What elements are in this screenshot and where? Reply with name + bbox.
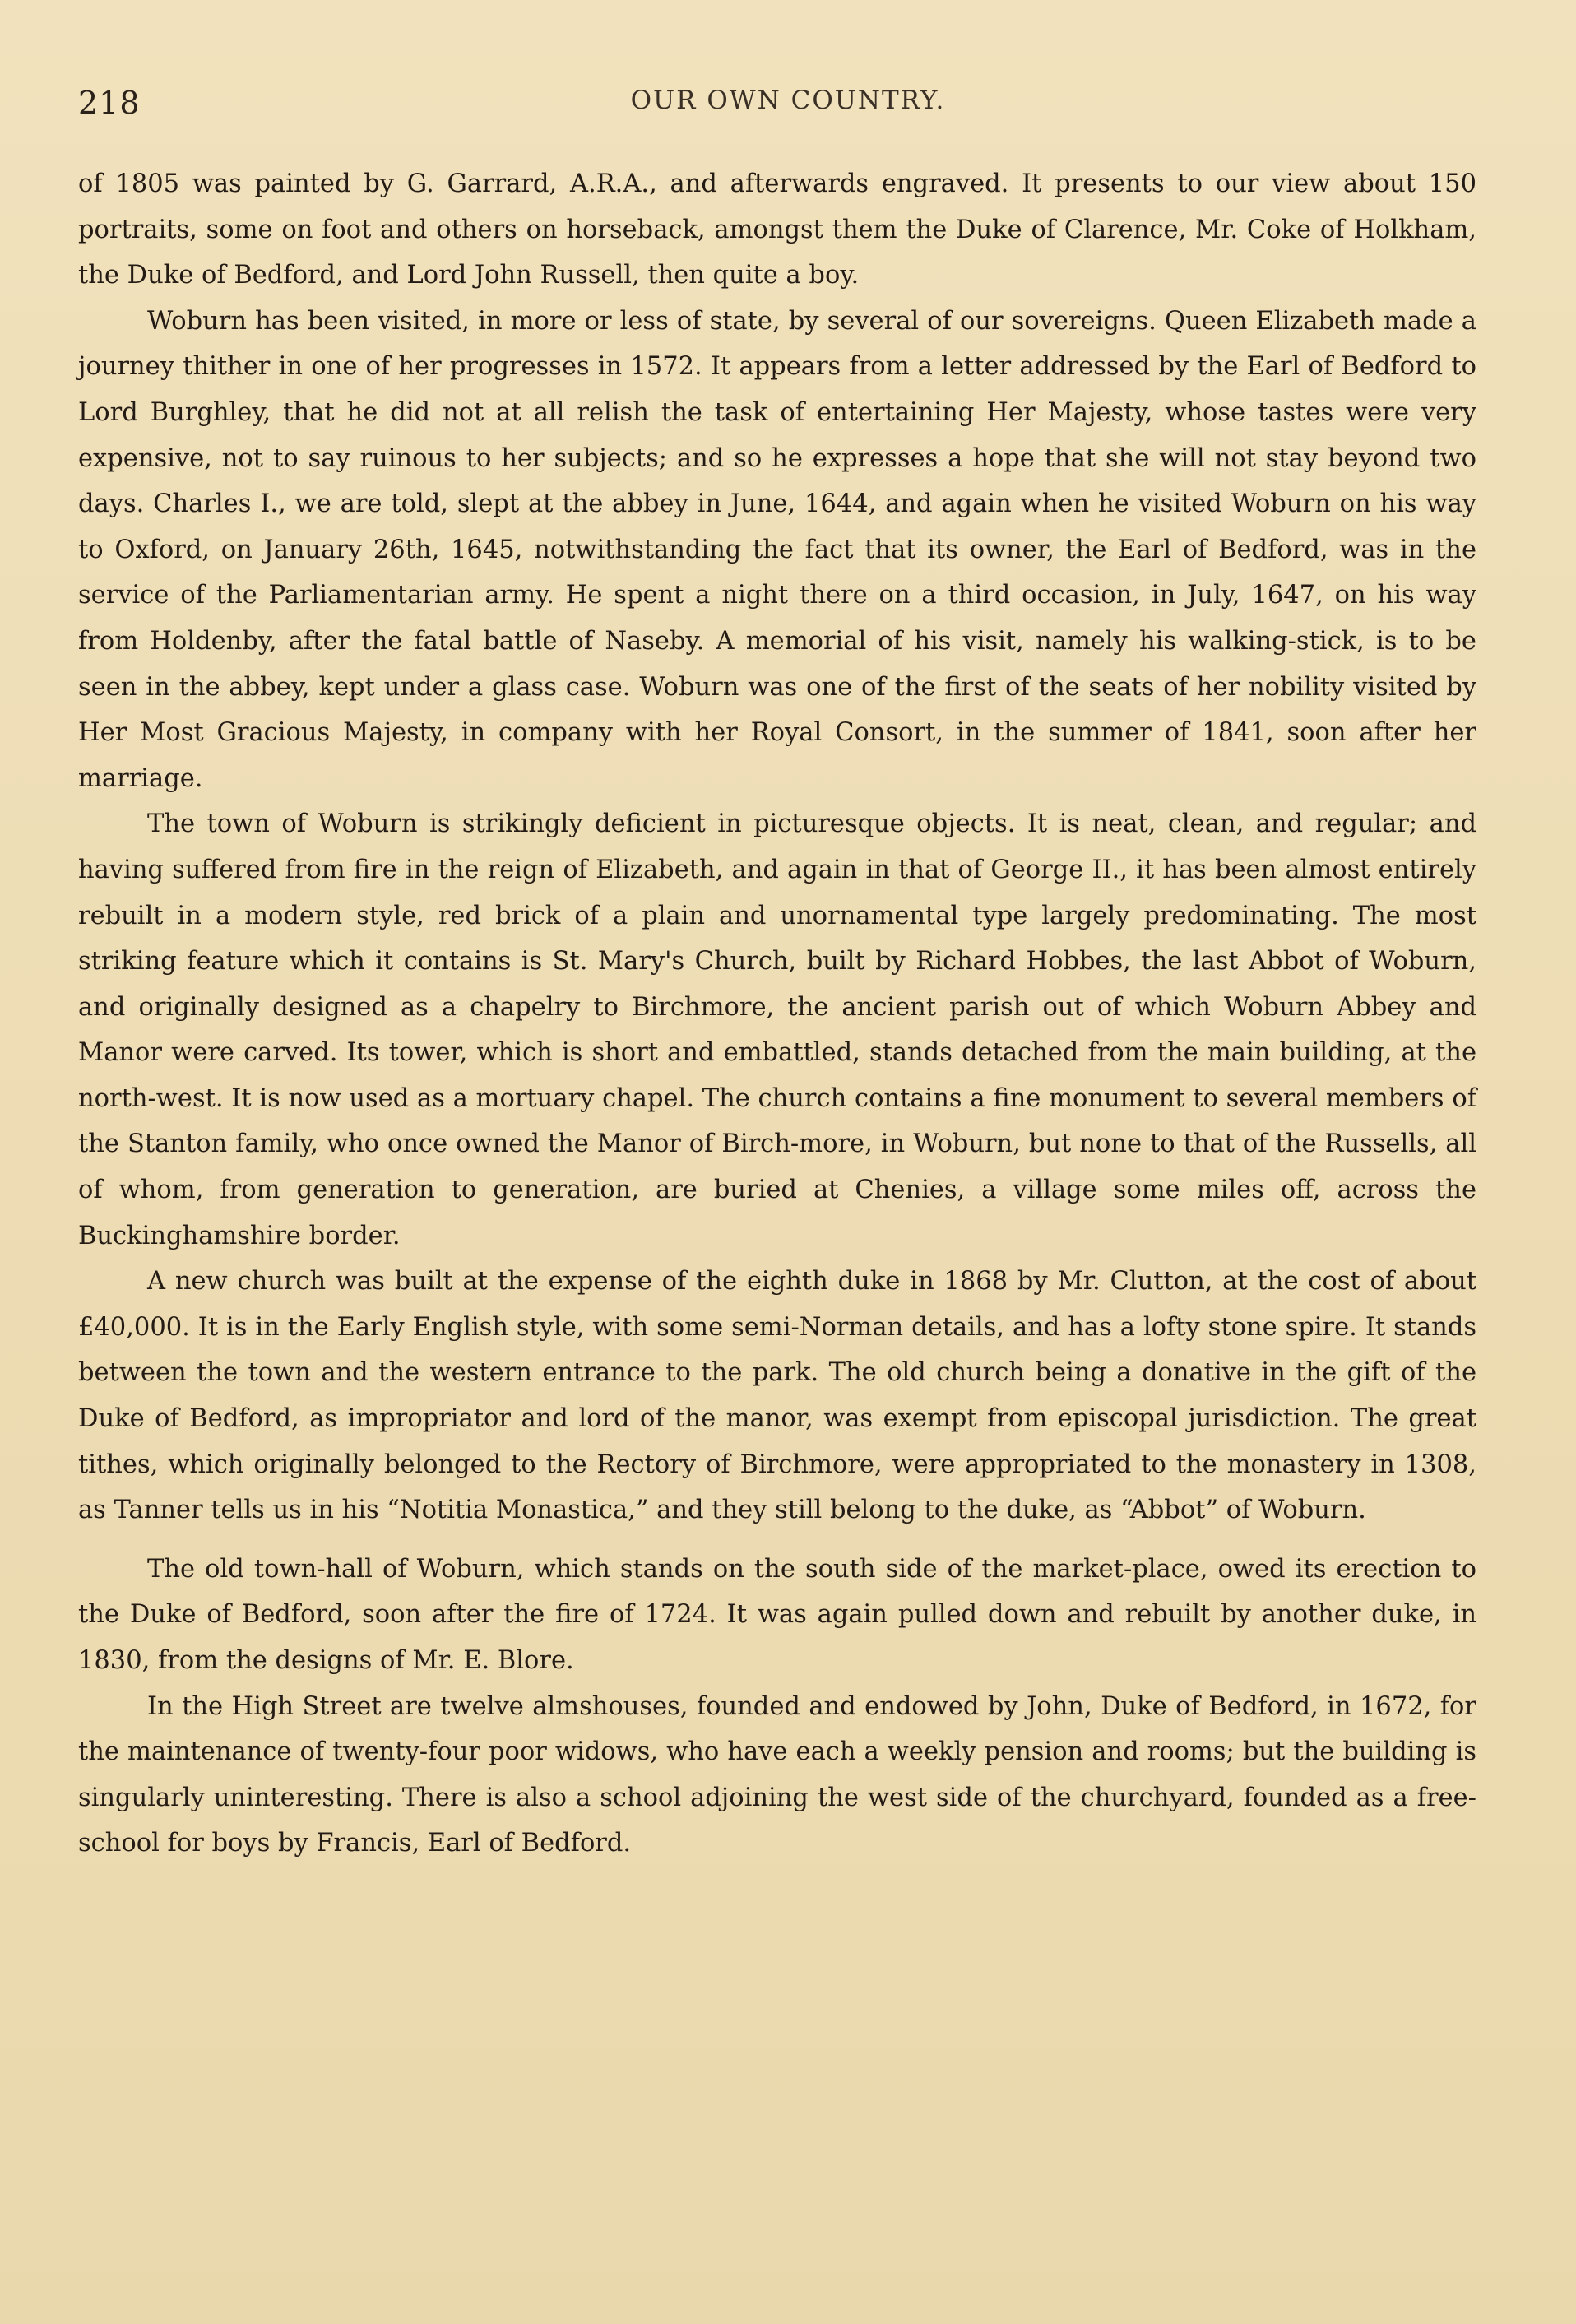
running-title: OUR OWN COUNTRY. [630,86,946,115]
paragraph-town-hall: The old town-hall of Woburn, which stands on the south side of the market-place, owed its erection to the Duke of Bedford, soon after the fire of 1724. It was again pulled down and rebuilt by another duke, in 1830, from the designs of Mr. E. Blore. [78,1554,1476,1675]
page-number: 218 [78,85,141,121]
paragraph-new-church: A new church was built at the expense of the eighth duke in 1868 by Mr. Clutton, at the cost of about £40,000. It is in the Early English style, with some semi-Norman details, and has a lofty stone spire. It stands between the town and the western entrance to the park. The old church being a donative in the gift of the Duke of Bedford, as impropriator and lord of the manor, was exempt from episcopal jurisdiction. The great tithes, which originally belonged to the Rectory of Birchmore, were appropriated to the monastery in 1308, as Tanner tells us in his “Notitia Monastica,” and they still belong to the duke, as “Abbot” of Woburn. [78,1267,1476,1525]
paragraph-almshouses: In the High Street are twelve almshouses, founded and endowed by John, Duke of Bedford, in 1672, for the maintenance of twenty-four poor widows, who have each a weekly pension and rooms; but the building is singularly uninteresting. There is also a school adjoining the west side of the churchyard, founded as a free-school for boys by Francis, Earl of Bedford. [78,1691,1476,1858]
paragraph-royal-visits: Woburn has been visited, in more or less of state, by several of our sovereigns. Queen Elizabeth made a journey thither in one of her progresses in 1572. It appears from a letter addressed by the Earl of Bedford to Lord Burghley, that he did not at all relish the task of entertaining Her Majesty, whose tastes were very expensive, not to say ruinous to her subjects; and so he expresses a hope that she will not stay beyond two days. Charles I., we are told, slept at the abbey in June, 1644, and again when he visited Woburn on his way to Oxford, on January 26th, 1645, notwithstanding the fact that its owner, the Earl of Bedford, was in the service of the Parliamentarian army. He spent a night there on a third occasion, in July, 1647, on his way from Holdenby, after the fatal battle of Naseby. A memorial of his visit, namely his walking-stick, is to be seen in the abbey, kept under a glass case. Woburn was one of the first of the seats of her nobility visited by Her Most Gracious Majesty, in company with her Royal Consort, in the summer of 1841, soon after her marriage. [78,306,1476,793]
paragraph-portraits: of 1805 was painted by G. Garrard, A.R.A., and afterwards engraved. It presents to our view about 150 portraits, some on foot and others on horseback, amongst them the Duke of Clarence, Mr. Coke of Holkham, the Duke of Bedford, and Lord John Russell, then quite a boy. [78,169,1476,290]
paragraph-town-description: The town of Woburn is strikingly deficient in picturesque objects. It is neat, clean, and regular; and having suffered from fire in the reign of Elizabeth, and again in that of George II., it has been almost entirely rebuilt in a modern style, red brick of a plain and unornamental type largely predominating. The most striking feature which it contains is St. Mary's Church, built by Richard Hobbes, the last Abbot of Woburn, and originally designed as a chapelry to Birchmore, the ancient parish out of which Woburn Abbey and Manor were carved. Its tower, which is short and embattled, stands detached from the main building, at the north-west. It is now used as a mortuary chapel. The church contains a fine monument to several members of the Stanton family, who once owned the Manor of Birch-more, in Woburn, but none to that of the Russells, all of whom, from generation to generation, are buried at Chenies, a village some miles off, across the Buckinghamshire border. [78,809,1476,1250]
body-text [78,161,1476,1867]
